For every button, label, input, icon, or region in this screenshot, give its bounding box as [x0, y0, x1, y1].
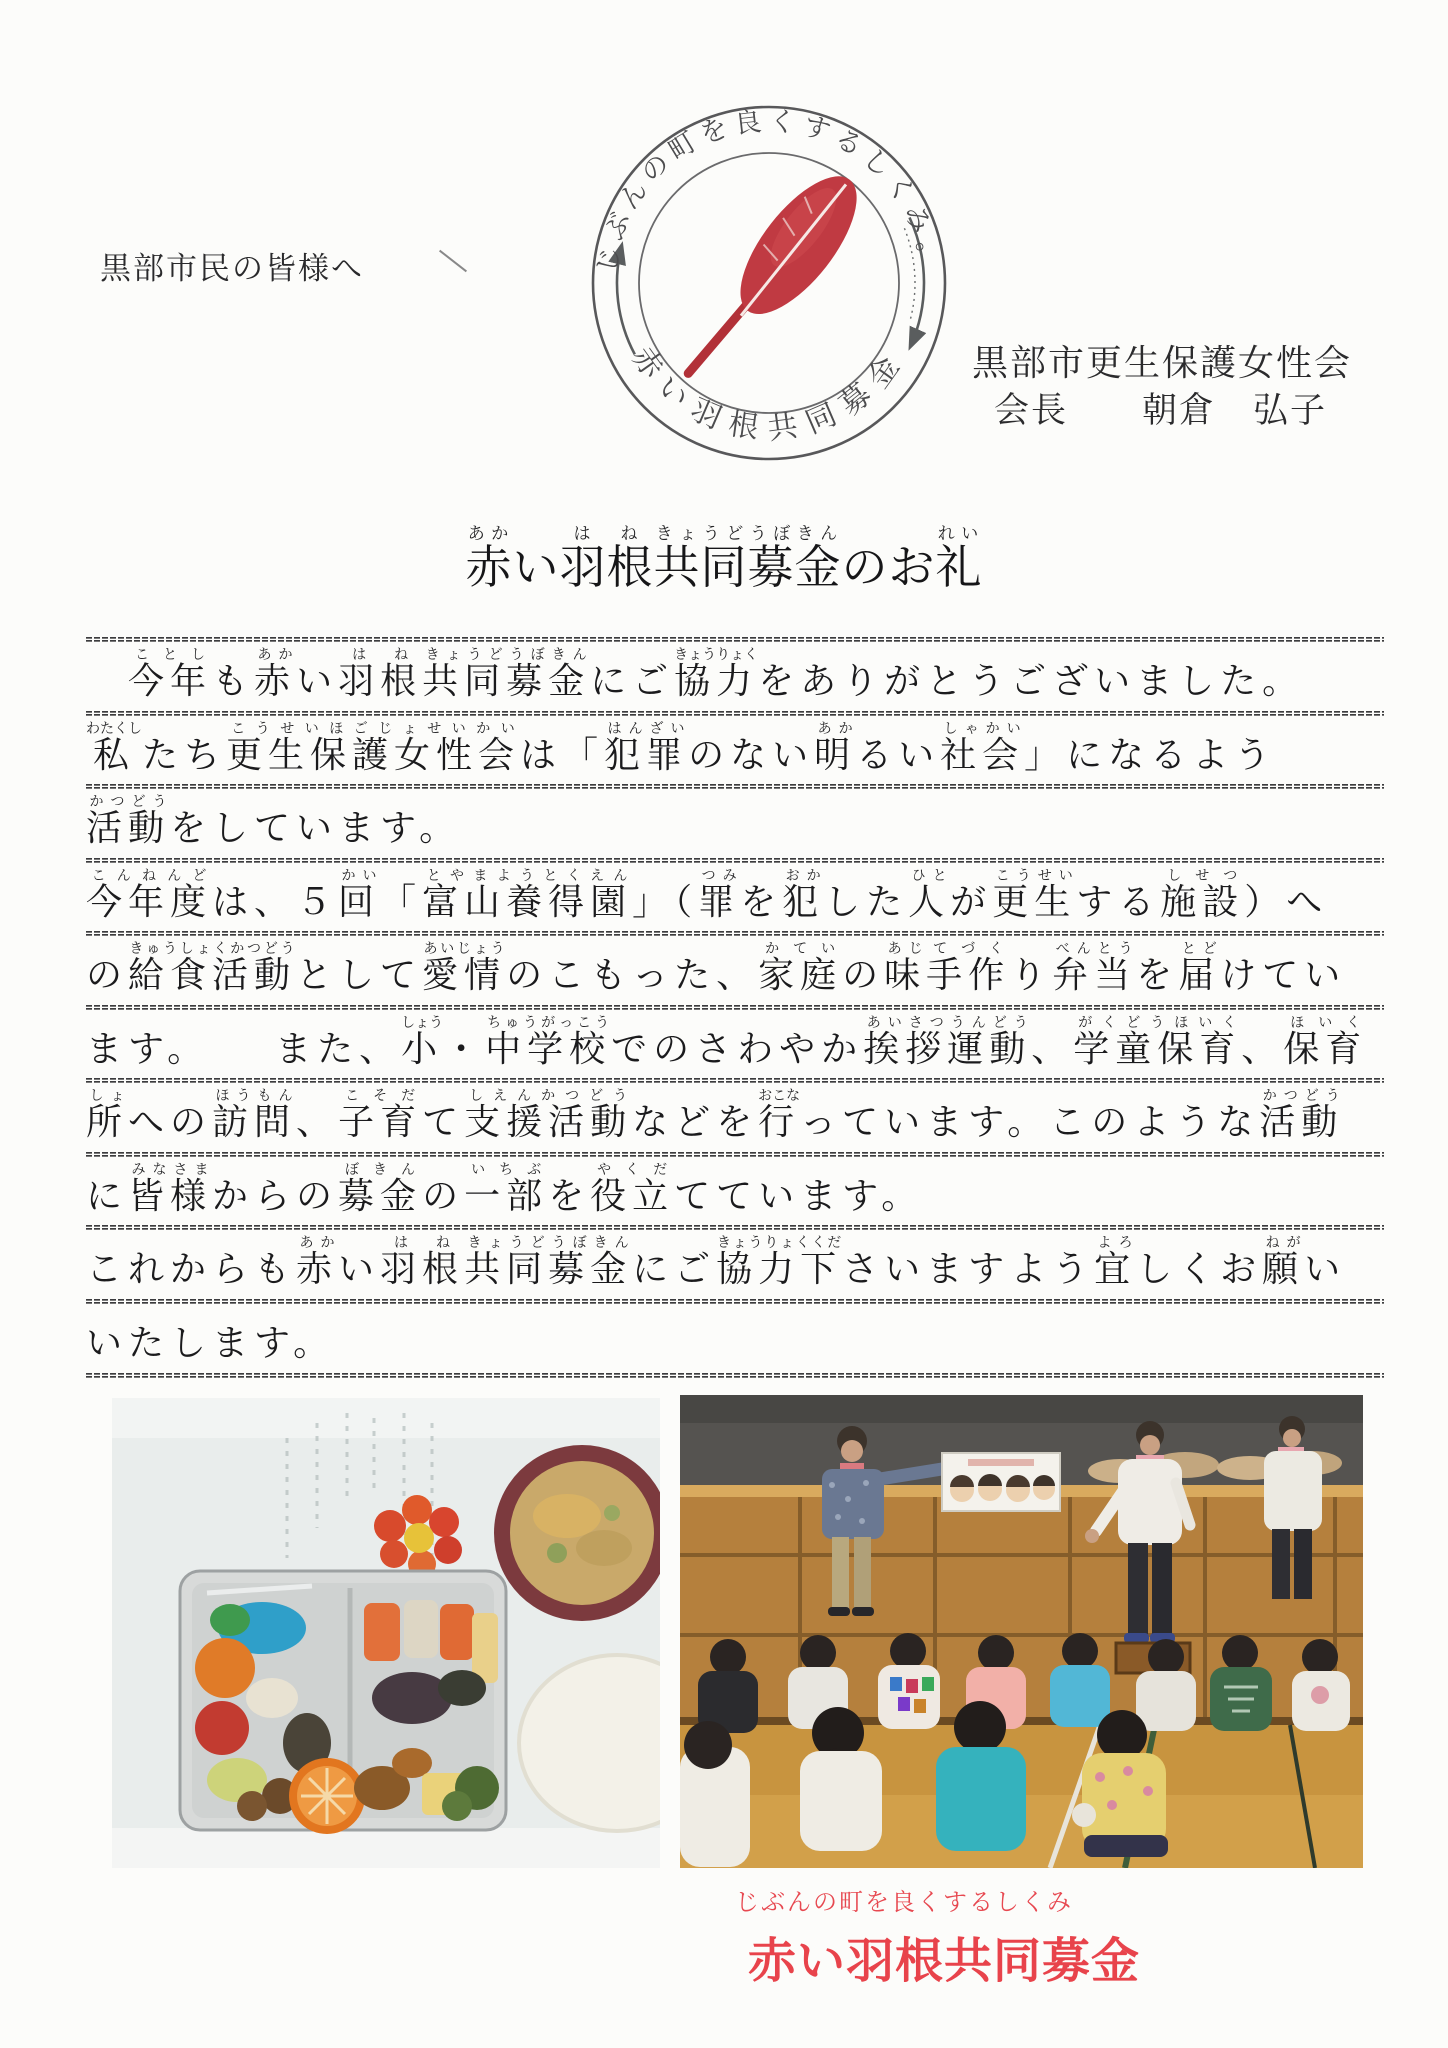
logo-top-arc-text: じぶんの町を良くするしくみ。	[591, 105, 947, 276]
footer-tagline: じぶんの町を良くするしくみ	[735, 1890, 1073, 1916]
stray-scan-mark	[439, 250, 467, 273]
faces-banner	[942, 1453, 1060, 1511]
red-feather-logo-icon	[584, 98, 954, 468]
ruled-line	[86, 1373, 1384, 1378]
body-line: 今年度こんねんど は、５ 回かい 「 富山養得園とやまようとくえん 」（ 罪つみ を 犯おか した 人ひと が 更生こうせい する 施設しせつ ）へ	[86, 869, 1329, 922]
body-line: 活動かつどう をしています。	[86, 795, 462, 848]
body-line: 所しょ への 訪問ほうもん 、 子育こそだ て 支援活動しえんかつどう などを 行おこな っています。このような 活動かつどう	[86, 1089, 1344, 1142]
body-line: これからも 赤あか い 羽根はね 共同募金きょうどうぼきん にご 協力下きょうりょくくだ さいますよう 宜よろ しくお 願ねが い	[86, 1236, 1347, 1289]
red-feather-icon	[667, 158, 877, 400]
gym-activity-photo	[680, 1395, 1363, 1868]
body-line: 私わたくし たち 更生保護女性会こうせいほごじょせいかい は「 犯罪はんざい のない 明あか るい 社会しゃかい 」になるよう	[86, 722, 1277, 775]
sender-block	[972, 340, 1352, 434]
sender-representative: 会長 朝倉 弘子	[994, 391, 1328, 430]
bento-tray	[180, 1571, 506, 1834]
footer-title: 赤い羽根共同募金	[748, 1935, 1141, 1988]
body-line: いたします。	[86, 1323, 336, 1363]
body-line: に 皆様みなさま からの 募金ぼきん の 一部いちぶ を 役立やくだ てています。	[86, 1163, 924, 1216]
addressee-text: 黒部市民の皆様へ	[100, 251, 364, 286]
bento-lunch-photo	[112, 1398, 660, 1868]
red-feather-logo	[584, 98, 954, 468]
sender-organization: 黒部市更生保護女性会	[972, 343, 1353, 383]
letter-body	[86, 637, 1384, 1379]
body-line: ます。 また、 小しょう ・ 中学校ちゅうがっこう でのさわやか 挨拶運動あいさつうんどう 、 学童保育がくどうほいく 、 保育ほいく	[86, 1016, 1368, 1069]
logo-bottom-arc-text: 赤い羽根共同募金	[625, 340, 913, 447]
letter-title: 赤あかい羽根はね共同募金きょうどうぼきんのお礼れい	[465, 524, 983, 593]
svg-text:赤い羽根共同募金	[625, 341, 913, 446]
body-line: の 給食活動きゅうしょくかつどう として 愛情あいじょう のこもった、 家庭かてい の 味あじ 手作てづく り 弁当べんとう を 届とど けてい	[86, 942, 1347, 995]
body-line: 今年ことし も 赤あか い 羽根はね 共同募金きょうどうぼきん にご 協力きょうりょく をありがとうございました。	[128, 648, 1305, 701]
